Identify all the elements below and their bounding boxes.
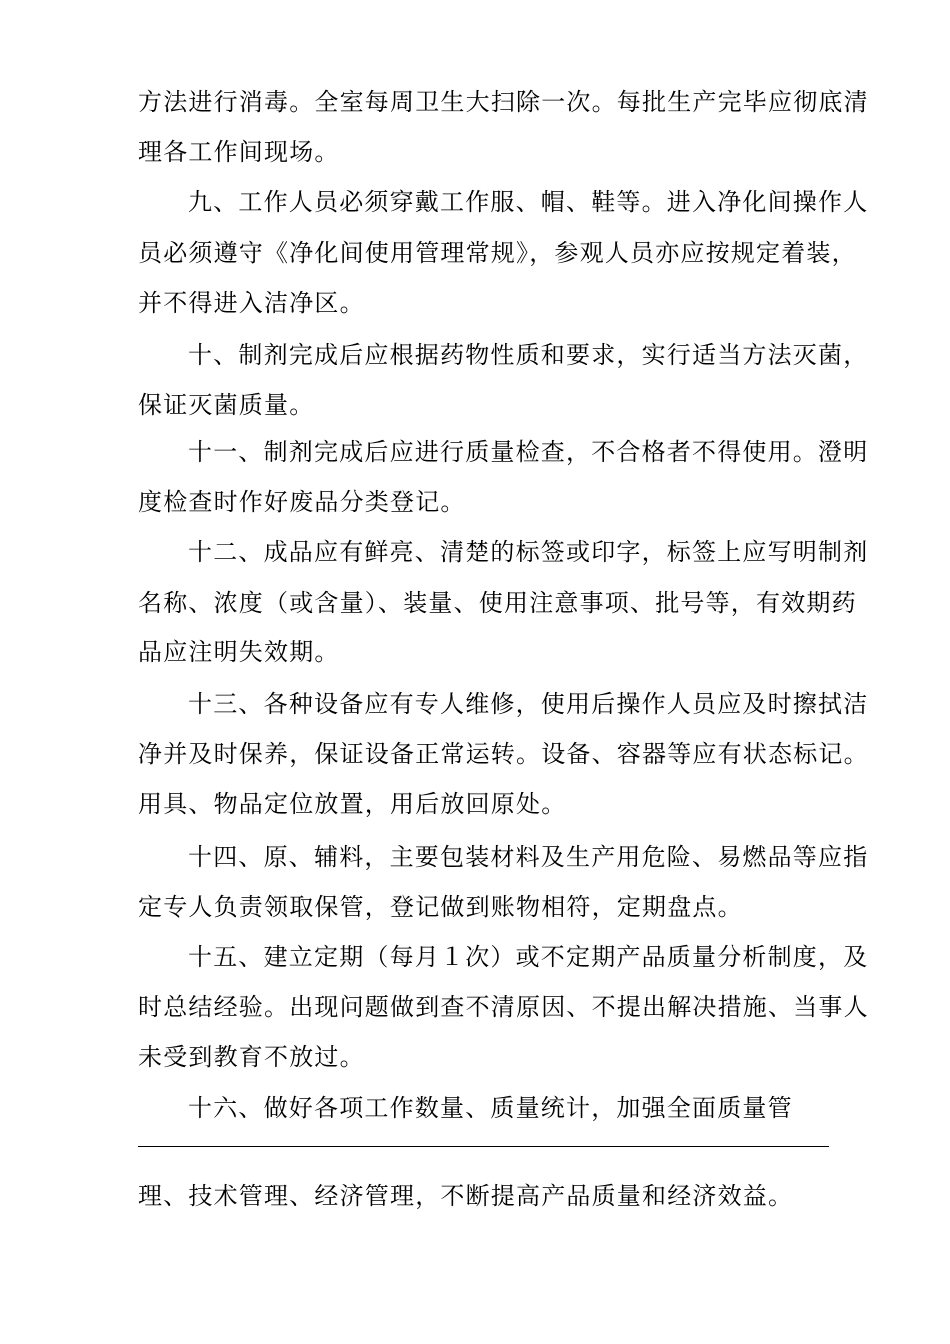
paragraph-11-line: 十一、制剂完成后应进行质量检查，不合格者不得使用。澄明	[188, 438, 869, 466]
paragraph-9-line: 九、工作人员必须穿戴工作服、帽、鞋等。进入净化间操作人	[188, 188, 869, 216]
text-line: 未受到教育不放过。	[138, 1043, 365, 1071]
text-line: 理各工作间现场。	[138, 138, 340, 166]
text-line: 保证灭菌质量。	[138, 391, 315, 419]
text-line: 方法进行消毒。全室每周卫生大扫除一次。每批生产完毕应彻底清	[138, 88, 869, 116]
text-line: 时总结经验。出现问题做到查不清原因、不提出解决措施、当事人	[138, 993, 869, 1021]
paragraph-16-line: 十六、做好各项工作数量、质量统计，加强全面质量管	[188, 1094, 793, 1122]
paragraph-13-line: 十三、各种设备应有专人维修，使用后操作人员应及时擦拭洁	[188, 690, 869, 718]
text-line: 用具、物品定位放置，用后放回原处。	[138, 790, 567, 818]
page-divider	[138, 1146, 829, 1147]
paragraph-12-line: 十二、成品应有鲜亮、清楚的标签或印字，标签上应写明制剂	[188, 538, 869, 566]
text-line: 度检查时作好废品分类登记。	[138, 488, 466, 516]
paragraph-14-line: 十四、原、辅料，主要包装材料及生产用危险、易燃品等应指	[188, 843, 869, 871]
text-line: 名称、浓度（或含量）、装量、使用注意事项、批号等，有效期药	[138, 589, 857, 617]
text-line: 并不得进入洁净区。	[138, 289, 365, 317]
paragraph-10-line: 十、制剂完成后应根据药物性质和要求，实行适当方法灭菌，	[188, 341, 869, 369]
text-line: 品应注明失效期。	[138, 638, 340, 666]
paragraph-15-line: 十五、建立定期（每月１次）或不定期产品质量分析制度，及	[188, 943, 869, 971]
text-line: 员必须遵守《净化间使用管理常规》，参观人员亦应按规定着装，	[138, 239, 857, 267]
text-line: 净并及时保养，保证设备正常运转。设备、容器等应有状态标记。	[138, 740, 869, 768]
text-line: 定专人负责领取保管，登记做到账物相符，定期盘点。	[138, 893, 743, 921]
footer-text-line: 理、技术管理、经济管理，不断提高产品质量和经济效益。	[138, 1182, 794, 1210]
